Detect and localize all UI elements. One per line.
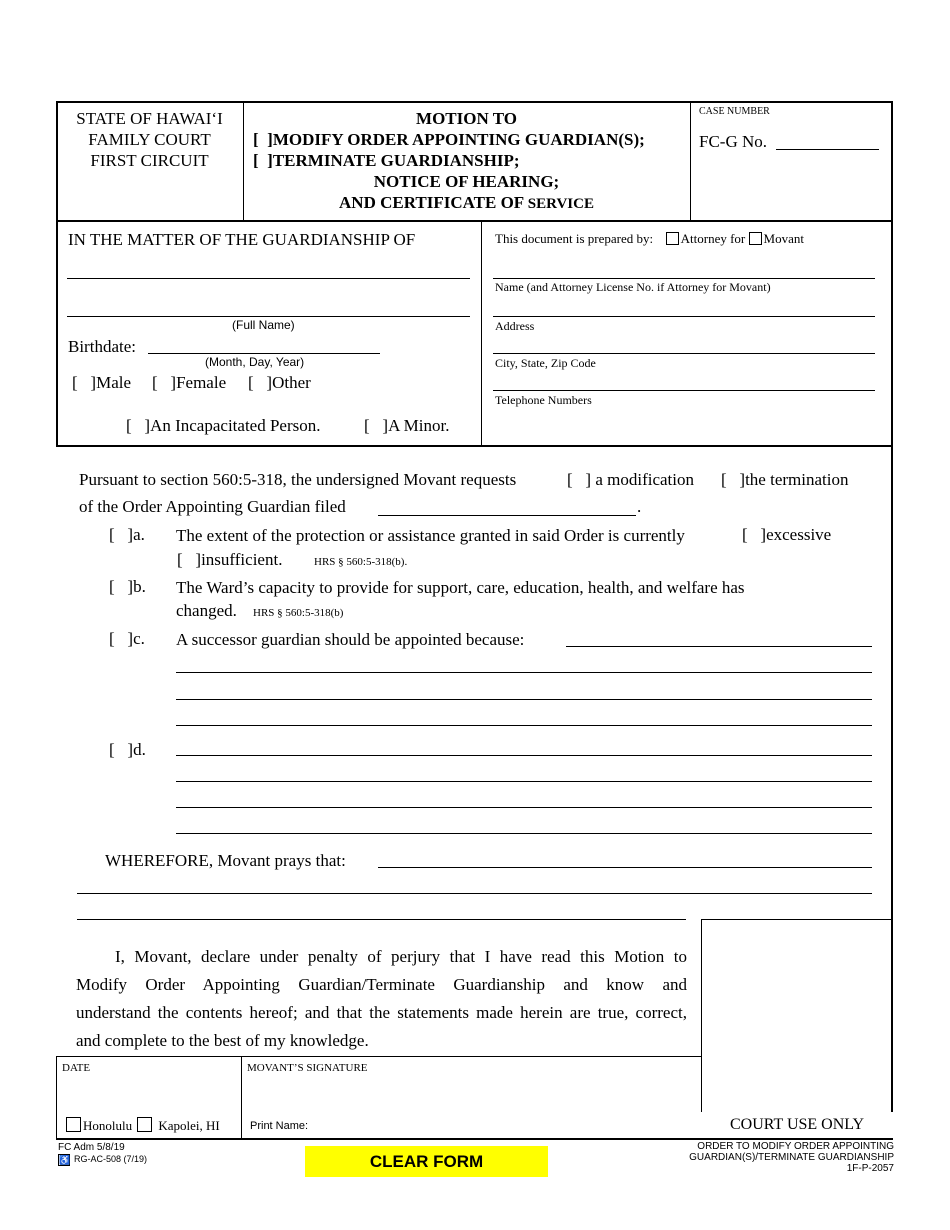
rg-id: RG-AC-508 (7/19) — [74, 1154, 148, 1164]
checkbox-modification[interactable]: [ ] a modification — [567, 470, 694, 489]
form-title — [245, 108, 688, 215]
court-name — [58, 108, 241, 171]
declaration — [76, 943, 687, 1055]
c-text: A successor guardian should be appointed because: — [176, 630, 525, 649]
case-number-field[interactable] — [776, 149, 879, 150]
movant-label: Movant — [763, 231, 804, 246]
matter-heading: IN THE MATTER OF THE GUARDIANSHIP OF — [68, 230, 416, 249]
b-text-2: changed. — [176, 601, 237, 620]
title-option-modify[interactable]: [ ]MODIFY ORDER APPOINTING GUARDIAN(S); — [253, 130, 645, 149]
wherefore-line-1[interactable] — [378, 867, 872, 868]
c-reason-line-1[interactable] — [566, 646, 872, 647]
birthdate-label: Birthdate: — [68, 337, 136, 356]
minor-label: A Minor. — [388, 416, 450, 435]
preparer-name-field[interactable] — [493, 278, 875, 279]
wherefore-line-3[interactable] — [77, 919, 686, 920]
declaration-line-2: Modify Order Appointing Guardian/Terminate Guardianship and know and — [76, 975, 687, 994]
intro-period: . — [637, 497, 642, 516]
preparer-city-label: City, State, Zip Code — [495, 356, 596, 370]
preparer-name-label: Name (and Attorney License No. if Attorney for Movant) — [495, 280, 771, 294]
attorney-checkbox[interactable] — [666, 232, 679, 245]
movant-checkbox[interactable] — [749, 232, 762, 245]
d-line-3[interactable] — [176, 807, 872, 808]
birthdate-hint: (Month, Day, Year) — [205, 355, 305, 369]
form-number: 1F-P-2057 — [846, 1163, 894, 1174]
birthdate-field[interactable] — [148, 353, 380, 354]
female-label: Female — [176, 373, 227, 392]
checkbox-c[interactable]: [ ]c. — [109, 629, 145, 648]
preparer-city-field[interactable] — [493, 353, 875, 354]
termination-label: the termination — [745, 470, 849, 489]
a-citation: HRS § 560:5-318(b). — [314, 556, 408, 568]
c-label: c. — [133, 629, 145, 648]
checkbox-excessive[interactable]: [ ]excessive — [742, 525, 832, 544]
title-certificate: AND CERTIFICATE OF SERVICE — [339, 193, 594, 212]
order-caption-line-2: GUARDIAN(S)/TERMINATE GUARDIANSHIP — [689, 1152, 894, 1163]
wherefore-line-2[interactable] — [77, 893, 872, 894]
b-text-1: The Ward’s capacity to provide for support, care, education, health, and welfare has — [176, 578, 745, 597]
intro-line-1: Pursuant to section 560:5-318, the undersigned Movant requests — [79, 470, 517, 489]
b-citation: HRS § 560:5-318(b) — [253, 607, 344, 619]
b-label: b. — [133, 577, 146, 596]
modification-label: a modification — [595, 470, 694, 489]
intro-line-2: of the Order Appointing Guardian filed — [79, 497, 346, 516]
preparer-phone-field[interactable] — [493, 390, 875, 391]
signature-label: MOVANT’S SIGNATURE — [247, 1062, 368, 1074]
preparer-phone-label: Telephone Numbers — [495, 393, 592, 407]
prepared-by-label: This document is prepared by: — [495, 231, 654, 246]
preparer-address-field[interactable] — [493, 316, 875, 317]
court-line-family: FAMILY COURT — [88, 130, 211, 149]
checkbox-d[interactable]: [ ]d. — [109, 740, 146, 759]
declaration-line-1: I, Movant, declare under penalty of perjury that I have read this Motion to — [115, 947, 687, 966]
title-motion-to: MOTION TO — [416, 109, 517, 128]
checkbox-insufficient[interactable]: [ ]insufficient. — [177, 550, 283, 569]
checkbox-female[interactable]: [ ]Female — [152, 373, 227, 392]
prepared-by — [495, 231, 804, 247]
attorney-label: Attorney for — [680, 231, 746, 246]
kapolei-checkbox[interactable] — [137, 1117, 152, 1132]
form-id: FC Adm 5/8/19 — [58, 1142, 125, 1153]
other-label: Other — [272, 373, 311, 392]
filed-date-field[interactable] — [378, 515, 636, 516]
excessive-label: excessive — [766, 525, 832, 544]
court-line-state: STATE OF HAWAI‘I — [76, 109, 223, 128]
checkbox-minor[interactable]: [ ]A Minor. — [364, 416, 450, 435]
declaration-line-4: and complete to the best of my knowledge. — [76, 1031, 369, 1050]
insufficient-label: insufficient. — [201, 550, 283, 569]
checkbox-a[interactable]: [ ]a. — [109, 525, 145, 544]
order-caption — [600, 1141, 894, 1174]
title-notice: NOTICE OF HEARING; — [373, 172, 560, 191]
d-line-1[interactable] — [176, 755, 872, 756]
location-options — [66, 1117, 220, 1134]
case-number-prefix: FC-G No. — [699, 132, 768, 151]
c-reason-line-3[interactable] — [176, 699, 872, 700]
checkbox-b[interactable]: [ ]b. — [109, 577, 146, 596]
checkbox-termination[interactable]: [ ]the termination — [721, 470, 849, 489]
ward-name-line-2[interactable] — [67, 316, 470, 317]
declaration-line-3: understand the contents hereof; and that the statements made herein are true, correct, — [76, 1003, 687, 1022]
wherefore-label: WHEREFORE, Movant prays that: — [105, 851, 346, 870]
date-label: DATE — [62, 1062, 91, 1074]
d-line-2[interactable] — [176, 781, 872, 782]
c-reason-line-2[interactable] — [176, 672, 872, 673]
honolulu-checkbox[interactable] — [66, 1117, 81, 1132]
male-label: Male — [96, 373, 132, 392]
court-use-label: COURT USE ONLY — [729, 1116, 865, 1133]
incapacitated-label: An Incapacitated Person. — [150, 416, 321, 435]
preparer-address-label: Address — [495, 319, 535, 333]
checkbox-incapacitated[interactable]: [ ]An Incapacitated Person. — [126, 416, 321, 435]
d-line-4[interactable] — [176, 833, 872, 834]
court-line-circuit: FIRST CIRCUIT — [90, 151, 209, 170]
a-label: a. — [133, 525, 145, 544]
a-text: The extent of the protection or assistance granted in said Order is currently — [176, 526, 685, 545]
d-label: d. — [133, 740, 146, 759]
title-option-terminate[interactable]: [ ]TERMINATE GUARDIANSHIP; — [253, 151, 520, 170]
checkbox-other[interactable]: [ ]Other — [248, 373, 311, 392]
ward-name-line-1[interactable] — [67, 278, 470, 279]
full-name-label: (Full Name) — [232, 318, 295, 332]
kapolei-label: Kapolei, HI — [158, 1118, 220, 1133]
honolulu-label: Honolulu — [83, 1118, 133, 1133]
clear-form-button[interactable]: CLEAR FORM — [305, 1146, 548, 1177]
checkbox-male[interactable]: [ ]Male — [72, 373, 132, 392]
case-number-label: CASE NUMBER — [699, 106, 770, 117]
order-caption-line-1: ORDER TO MODIFY ORDER APPOINTING — [697, 1141, 894, 1152]
print-name-label: Print Name: — [250, 1120, 309, 1132]
accessibility-icon: ♿ — [59, 1155, 71, 1165]
c-reason-line-4[interactable] — [176, 725, 872, 726]
